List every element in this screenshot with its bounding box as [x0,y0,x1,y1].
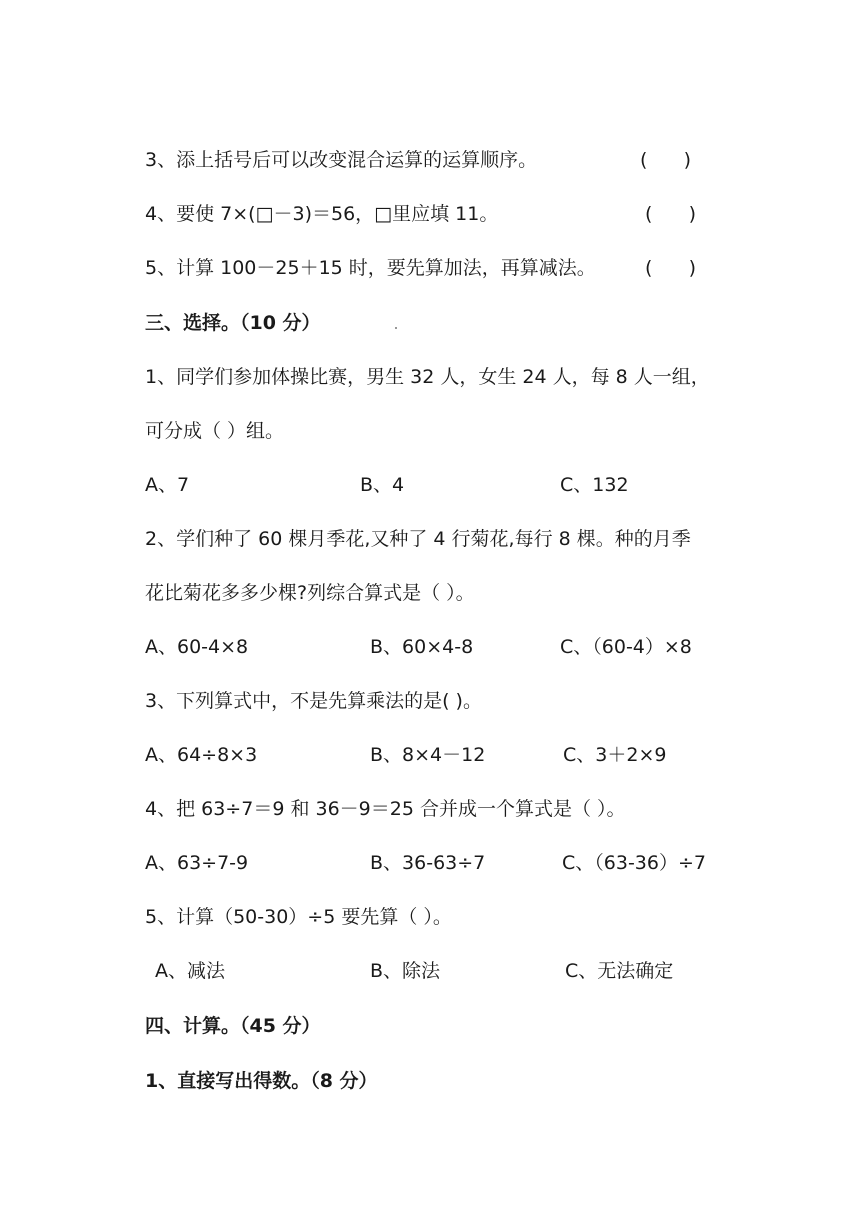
section-4-title: 四、计算。（45 分） [145,1015,321,1037]
choice-q3-stem: 3、下列算式中，不是先算乘法的是( )。 [145,690,482,712]
choice-q2-option-c: C、（60-4）×8 [560,636,692,658]
judge-answer-paren-4: ( ) [645,203,697,225]
judge-answer-paren-3: ( ) [640,149,692,171]
section-3-title: 三、选择。（10 分） [145,312,321,334]
choice-q3-option-a: A、64÷8×3 [145,744,258,766]
choice-q1-option-a: A、7 [145,474,190,496]
choice-q1-stem-line1: 1、同学们参加体操比赛，男生 32 人，女生 24 人，每 8 人一组， [145,366,710,388]
judge-answer-paren-5: ( ) [645,257,697,279]
subsection-1-title: 1、直接写出得数。（8 分） [145,1070,378,1092]
choice-q4-option-a: A、63÷7-9 [145,852,249,874]
choice-q2-option-b: B、60×4-8 [370,636,474,658]
choice-q2-option-a: A、60-4×8 [145,636,249,658]
judge-item-4: 4、要使 7×(□－3)＝56，□里应填 11。 [145,203,499,225]
choice-q3-option-b: B、8×4－12 [370,744,486,766]
choice-q5-option-c: C、无法确定 [565,960,674,982]
choice-q5-stem: 5、计算（50-30）÷5 要先算（ ）。 [145,906,452,928]
judge-item-3: 3、添上括号后可以改变混合运算的运算顺序。 [145,149,538,171]
judge-item-5: 5、计算 100－25＋15 时，要先算加法，再算减法。 [145,257,596,279]
scan-speck [395,327,397,329]
choice-q1-option-c: C、132 [560,474,629,496]
choice-q2-stem-line2: 花比菊花多多少棵?列综合算式是（ ）。 [145,582,475,604]
choice-q5-option-a: A、减法 [155,960,225,982]
choice-q3-option-c: C、3＋2×9 [563,744,667,766]
choice-q2-stem-line1: 2、学们种了 60 棵月季花,又种了 4 行菊花,每行 8 棵。种的月季 [145,528,691,550]
choice-q1-stem-line2: 可分成（ ）组。 [145,420,285,442]
choice-q4-option-c: C、（63-36）÷7 [562,852,706,874]
choice-q5-option-b: B、除法 [370,960,441,982]
choice-q4-stem: 4、把 63÷7＝9 和 36－9＝25 合并成一个算式是（ ）。 [145,798,626,820]
choice-q4-option-b: B、36-63÷7 [370,852,486,874]
choice-q1-option-b: B、4 [360,474,405,496]
